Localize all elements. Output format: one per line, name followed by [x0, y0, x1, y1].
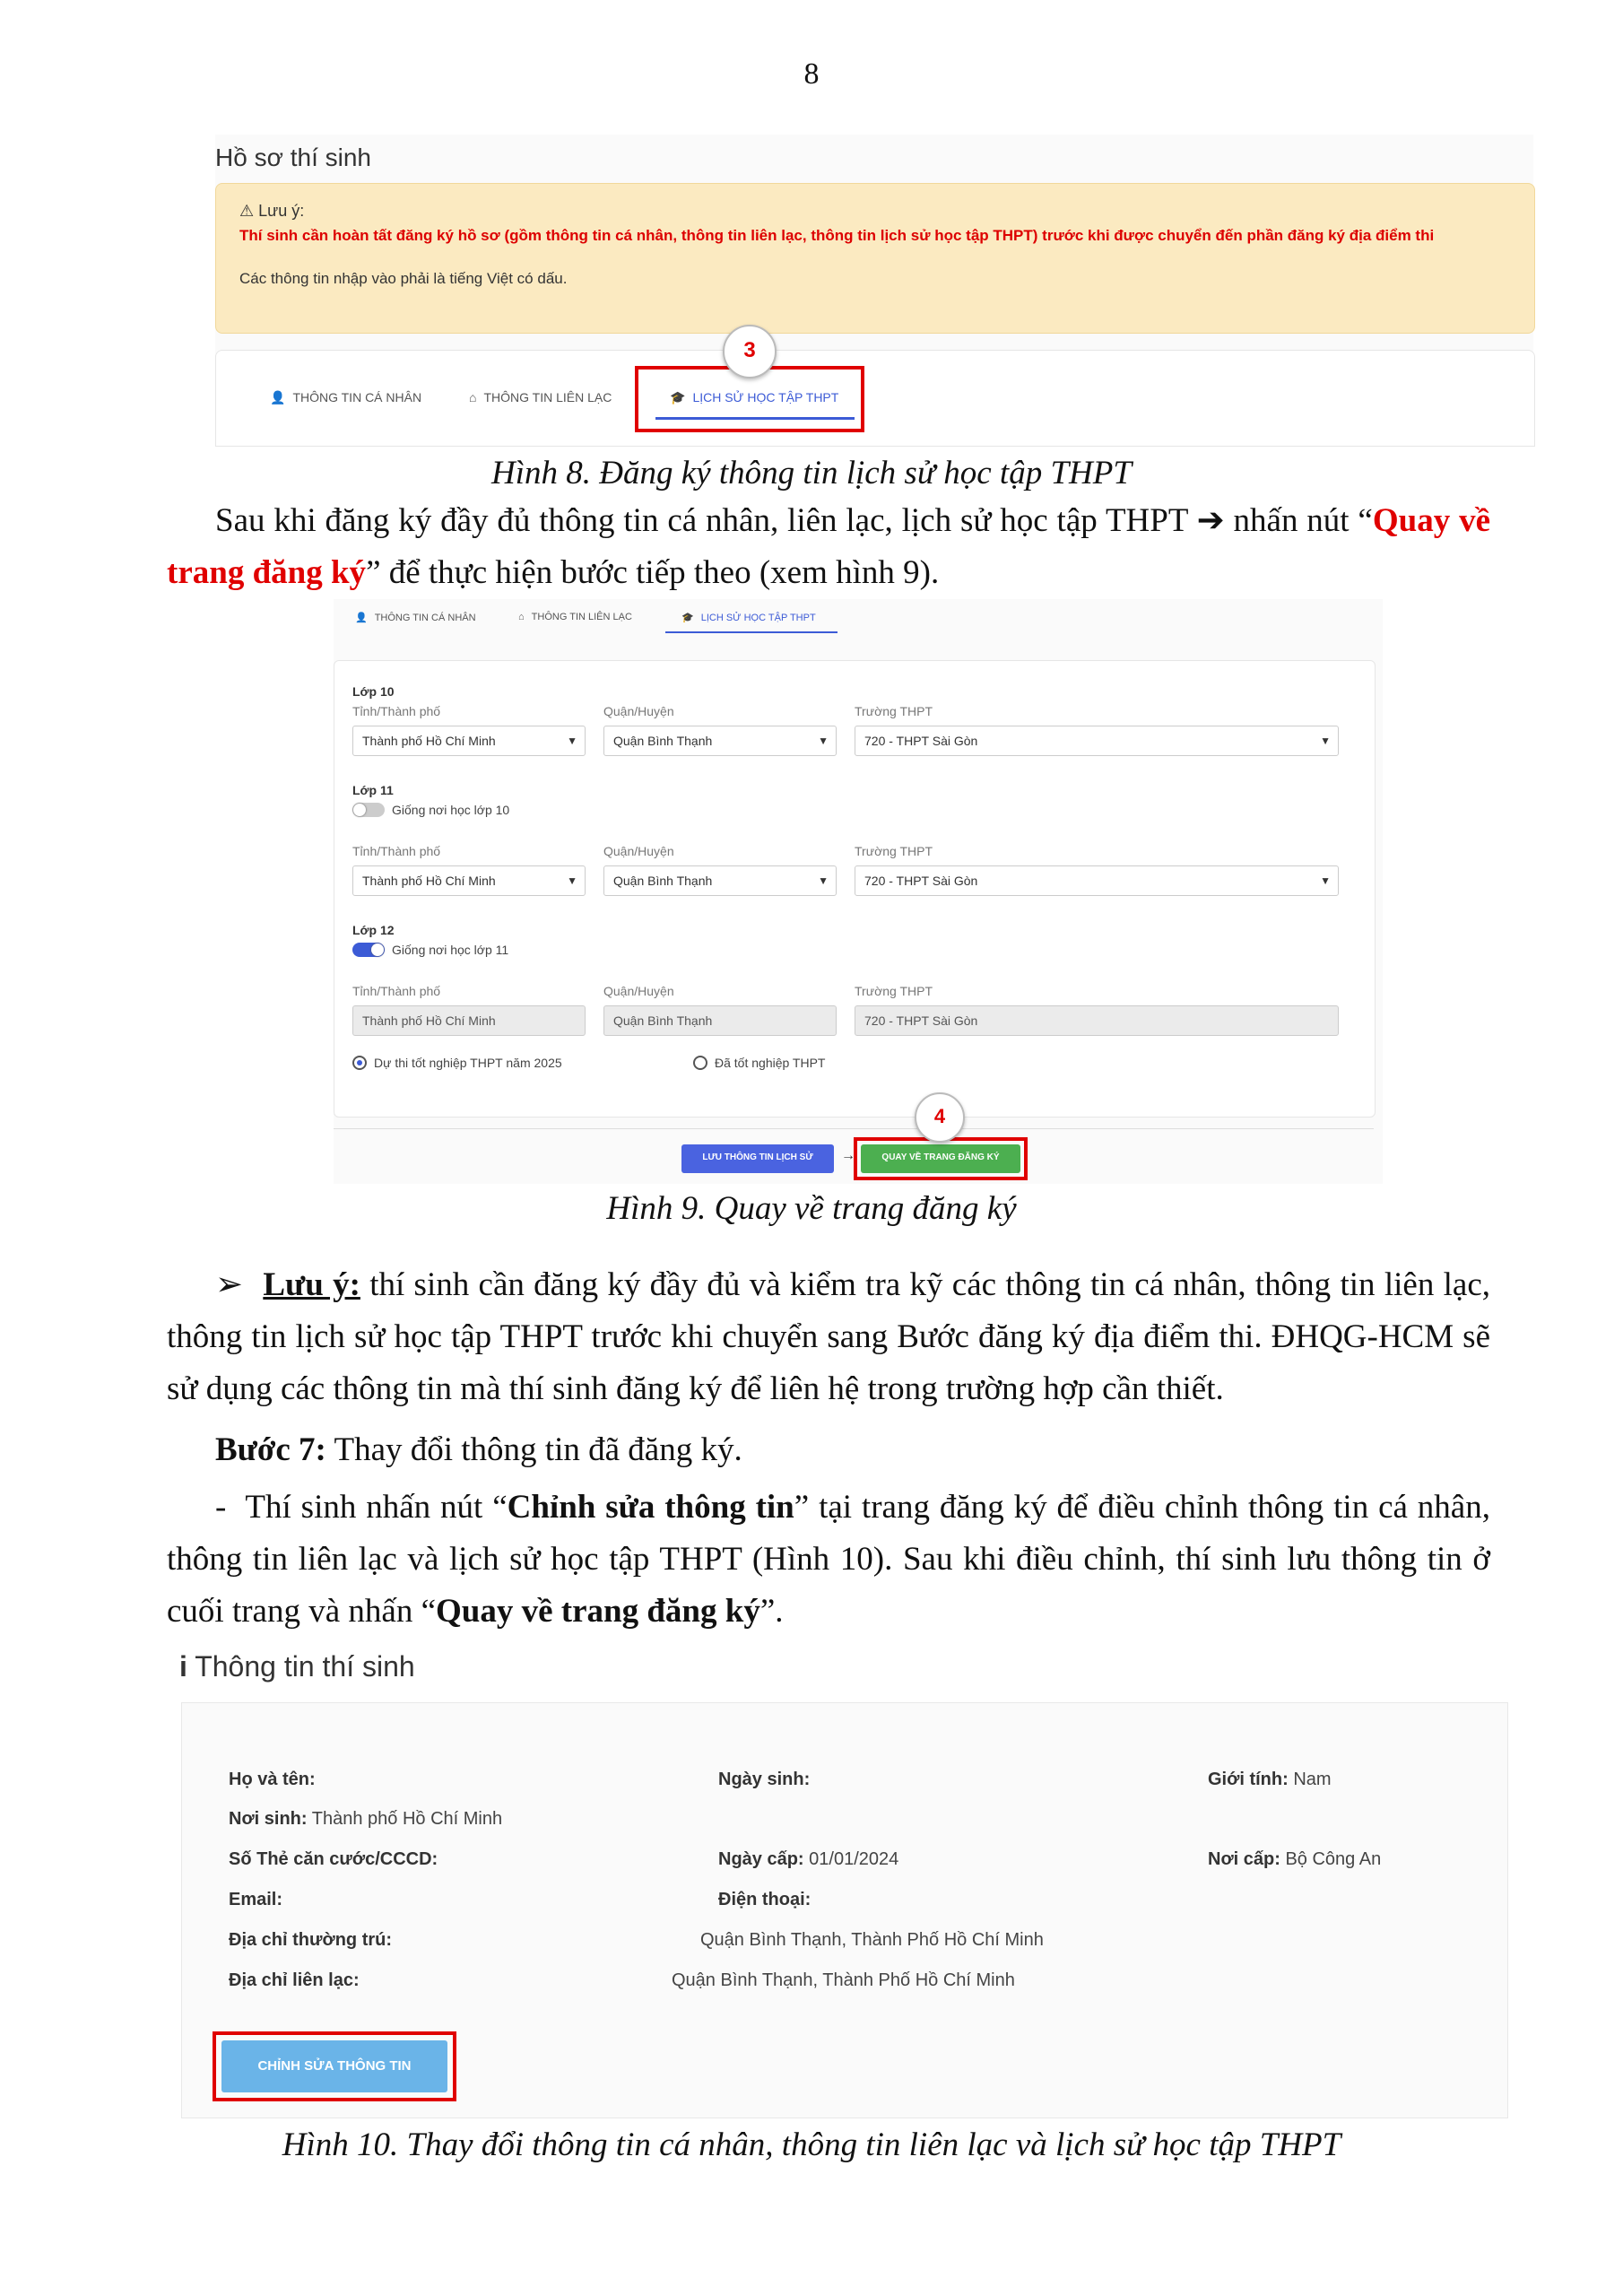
select-value: 720 - THPT Sài Gòn	[864, 874, 978, 888]
grade-11-heading: Lớp 11	[352, 783, 394, 797]
home-icon: ⌂	[469, 390, 477, 404]
tab-contact-info[interactable]	[518, 612, 632, 622]
gender-label: Giới tính:	[1208, 1770, 1289, 1789]
para1-text-b: nhấn nút “	[1233, 502, 1373, 539]
province-label: Tỉnh/Thành phố	[352, 844, 441, 858]
id-row	[229, 1849, 438, 1870]
province-select-grade-11[interactable]	[352, 865, 586, 896]
arrow-icon: ➔	[1196, 502, 1225, 539]
para4-bold-2: Quay về trang đăng ký	[436, 1593, 760, 1630]
select-value: Thành phố Hồ Chí Minh	[362, 734, 496, 748]
tab-label: LỊCH SỬ HỌC TẬP THPT	[692, 390, 839, 404]
step-7-text: Thay đổi thông tin đã đăng ký.	[334, 1431, 742, 1468]
school-label: Trường THPT	[855, 984, 933, 998]
note-lead: Lưu ý:	[263, 1266, 360, 1303]
select-value: Quận Bình Thạnh	[613, 874, 713, 888]
para1-highlight-2: về trang đăng ký	[167, 502, 1491, 591]
alert-note	[239, 202, 304, 221]
tab-study-history[interactable]	[681, 612, 816, 623]
radio-exam-2025-label: Dự thi tốt nghiệp THPT năm 2025	[374, 1056, 562, 1070]
paragraph-note	[167, 1259, 1490, 1415]
radio-exam-2025[interactable]	[352, 1056, 367, 1070]
dash: -	[215, 1489, 227, 1526]
tab-label: THÔNG TIN LIÊN LẠC	[483, 390, 612, 404]
highlight-box-step-4	[854, 1137, 1028, 1180]
alert-warning: Thí sinh cần hoàn tất đăng ký hồ sơ (gồm thông tin cá nhân, thông tin liên lạc, thông tin lịch sử học tập THPT) trước khi được chuyển đến phần đăng ký địa điểm thi	[239, 227, 1435, 244]
home-icon: ⌂	[518, 612, 525, 622]
birthplace-label: Nơi sinh:	[229, 1809, 308, 1829]
birthplace-value: Thành phố Hồ Chí Minh	[311, 1809, 503, 1829]
permanent-address-value: Quận Bình Thạnh, Thành Phố Hồ Chí Minh	[700, 1930, 1044, 1950]
figure-8-caption: Hình 8. Đăng ký thông tin lịch sử học tập THPT	[491, 455, 1132, 491]
candidate-info-card	[181, 1702, 1508, 2118]
toggle-knob	[353, 804, 366, 816]
section-title	[179, 1650, 415, 1683]
phone-row	[718, 1890, 811, 1910]
birthplace-row	[229, 1809, 502, 1830]
school-field-grade-12: 720 - THPT Sài Gòn	[855, 1005, 1339, 1036]
select-value: 720 - THPT Sài Gòn	[864, 734, 978, 748]
radio-graduated-label: Đã tốt nghiệp THPT	[715, 1056, 826, 1070]
user-icon: 👤	[355, 613, 368, 623]
paragraph-1	[167, 495, 1490, 599]
user-icon: 👤	[270, 390, 286, 404]
dropdown-arrow-icon: ▼	[818, 874, 829, 887]
name-label: Họ và tên:	[229, 1770, 316, 1789]
warning-icon: ⚠	[239, 202, 255, 220]
alert-note-label: Lưu ý:	[258, 202, 305, 220]
permanent-address-label-row	[229, 1930, 392, 1951]
tab-label: THÔNG TIN LIÊN LẠC	[531, 612, 632, 622]
tab-contact-info[interactable]	[469, 390, 612, 404]
grade-10-heading: Lớp 10	[352, 684, 395, 699]
dob-row	[718, 1770, 810, 1790]
figure-10-caption: Hình 10. Thay đổi thông tin cá nhân, thông tin liên lạc và lịch sử học tập THPT	[282, 2126, 1341, 2163]
dropdown-arrow-icon: ▼	[1320, 874, 1331, 887]
district-label: Quận/Huyện	[603, 704, 674, 718]
step-badge-3: 3	[723, 325, 777, 378]
same-as-grade-11-toggle[interactable]	[352, 943, 385, 957]
para1-text-c: ” để thực hiện bước tiếp theo (xem hình 9).	[366, 554, 940, 591]
back-to-registration-button[interactable]: QUAY VỀ TRANG ĐĂNG KÝ	[861, 1144, 1020, 1173]
contact-address-value: Quận Bình Thạnh, Thành Phố Hồ Chí Minh	[672, 1970, 1015, 1990]
district-select-grade-11[interactable]	[603, 865, 837, 896]
graduation-cap-icon: 🎓	[670, 390, 686, 404]
paragraph-step-7	[215, 1424, 1490, 1476]
select-value: Quận Bình Thạnh	[613, 734, 713, 748]
note-text: thí sinh cần đăng ký đầy đủ và kiểm tra kỹ các thông tin cá nhân, thông tin liên lạc, thông tin lịch sử học tập THPT trước khi chuyển sang Bước đăng ký địa điểm thi. ĐHQG-HCM sẽ sử dụng các thông tin mà thí sinh đăng ký để liên hệ trong trường hợp cần thiết.	[167, 1266, 1490, 1407]
tab-label: THÔNG TIN CÁ NHÂN	[374, 613, 476, 623]
email-label: Email:	[229, 1890, 283, 1909]
select-value: Thành phố Hồ Chí Minh	[362, 874, 496, 888]
district-label: Quận/Huyện	[603, 844, 674, 858]
phone-label: Điện thoại:	[718, 1890, 812, 1909]
grade-12-heading: Lớp 12	[352, 923, 395, 937]
para4-text-c: ”.	[759, 1593, 784, 1630]
page-number: 8	[803, 57, 820, 91]
tab-bar	[215, 350, 1535, 447]
graduation-cap-icon: 🎓	[681, 613, 694, 623]
divider	[334, 1128, 1374, 1129]
dropdown-arrow-icon: ▼	[818, 735, 829, 747]
dob-label: Ngày sinh:	[718, 1770, 811, 1789]
arrow-icon: →	[841, 1148, 855, 1163]
tab-personal-info[interactable]	[270, 390, 421, 405]
school-select-grade-10[interactable]	[855, 726, 1339, 756]
step-7-lead: Bước 7:	[215, 1431, 326, 1468]
section-title-text: Thông tin thí sinh	[195, 1650, 415, 1683]
info-icon: i	[179, 1650, 187, 1683]
study-history-form	[334, 660, 1376, 1118]
province-field-grade-12: Thành phố Hồ Chí Minh	[352, 1005, 586, 1036]
gender-row	[1208, 1770, 1332, 1790]
tab-label: THÔNG TIN CÁ NHÂN	[292, 390, 422, 404]
figure-10-screenshot	[170, 1650, 1506, 2117]
same-as-grade-10-label: Giống nơi học lớp 10	[392, 803, 510, 817]
para1-highlight-1: Quay	[1372, 502, 1451, 539]
contact-address-label-row	[229, 1970, 360, 1991]
tab-personal-info[interactable]	[355, 612, 476, 623]
district-select-grade-10[interactable]	[603, 726, 837, 756]
radio-graduated[interactable]	[693, 1056, 707, 1070]
issue-place-row	[1208, 1849, 1381, 1870]
school-select-grade-11[interactable]	[855, 865, 1339, 896]
same-as-grade-10-toggle[interactable]	[352, 803, 385, 817]
alert-box	[215, 183, 1535, 334]
name-row	[229, 1770, 316, 1790]
bullet-icon: ➢	[215, 1266, 244, 1303]
figure-9-screenshot	[334, 599, 1383, 1184]
province-select-grade-10[interactable]	[352, 726, 586, 756]
permanent-address-label: Địa chỉ thường trú:	[229, 1930, 393, 1950]
para4-bold-1: Chỉnh sửa thông tin	[507, 1489, 794, 1526]
paragraph-edit-instruction	[167, 1482, 1490, 1638]
figure-9-caption: Hình 9. Quay về trang đăng ký	[606, 1190, 1017, 1227]
toggle-knob	[371, 944, 384, 956]
step-badge-4: 4	[915, 1092, 965, 1143]
para1-text-a: Sau khi đăng ký đầy đủ thông tin cá nhân, liên lạc, lịch sử học tập THPT	[215, 502, 1188, 539]
panel-title: Hồ sơ thí sinh	[215, 144, 371, 171]
province-label: Tỉnh/Thành phố	[352, 704, 441, 718]
email-row	[229, 1890, 282, 1910]
district-field-grade-12: Quận Bình Thạnh	[603, 1005, 837, 1036]
tab-label: LỊCH SỬ HỌC TẬP THPT	[700, 613, 816, 623]
edit-info-button[interactable]: CHỈNH SỬA THÔNG TIN	[221, 2040, 447, 2092]
issue-date-label: Ngày cấp:	[718, 1849, 804, 1869]
para4-text-a: Thí sinh nhấn nút “	[245, 1489, 508, 1526]
id-label: Số Thẻ căn cước/CCCD:	[229, 1849, 438, 1869]
issue-date-row	[718, 1849, 898, 1870]
para4-text-b: ” tại trang đăng ký để điều chỉnh thông tin cá nhân, thông tin liên lạc và lịch sử học tập THPT (Hình 10). Sau khi điều chỉnh, thí sinh lưu thông tin ở cuối trang và nhấn “	[167, 1489, 1490, 1630]
dropdown-arrow-icon: ▼	[1320, 735, 1331, 747]
school-label: Trường THPT	[855, 704, 933, 718]
figure-8-screenshot	[215, 135, 1533, 445]
issue-place-value: Bộ Công An	[1285, 1849, 1382, 1869]
active-tab-underline	[665, 631, 838, 633]
alert-info: Các thông tin nhập vào phải là tiếng Việt có dấu.	[239, 270, 568, 287]
gender-value: Nam	[1293, 1770, 1332, 1789]
dropdown-arrow-icon: ▼	[567, 735, 577, 747]
district-label: Quận/Huyện	[603, 984, 674, 998]
same-as-grade-11-label: Giống nơi học lớp 11	[392, 943, 509, 957]
contact-address-label: Địa chỉ liên lạc:	[229, 1970, 360, 1990]
save-history-button[interactable]: LƯU THÔNG TIN LỊCH SỬ	[681, 1144, 834, 1173]
school-label: Trường THPT	[855, 844, 933, 858]
dropdown-arrow-icon: ▼	[567, 874, 577, 887]
issue-date-value: 01/01/2024	[809, 1849, 899, 1869]
province-label: Tỉnh/Thành phố	[352, 984, 441, 998]
issue-place-label: Nơi cấp:	[1208, 1849, 1280, 1869]
